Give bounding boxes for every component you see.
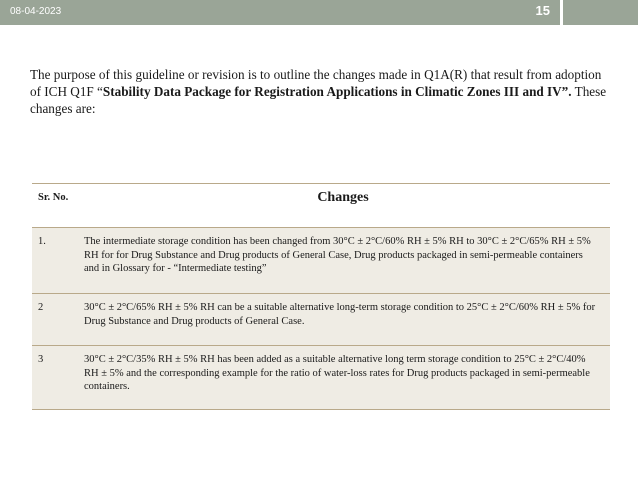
intro-text-start: The purpose of this guideline or revision is to outline the changes made in Q1A(R) that result from adoption of ICH Q1F “ xyxy=(30,67,602,99)
slide-date: 08-04-2023 xyxy=(10,6,62,17)
header-sr-no: Sr. No. xyxy=(38,192,69,203)
page-number: 15 xyxy=(535,3,550,18)
row-sr: 1. xyxy=(38,236,46,247)
header-bar xyxy=(0,0,638,25)
table-header-row xyxy=(32,184,610,228)
row-change-text: 30°C ± 2°C/65% RH ± 5% RH can be a suitable alternative long-term storage condition to 25°C ± 2°C/60% RH ± 5% for Drug Substance and Drug products of General Case. xyxy=(84,302,596,327)
row-sr: 2 xyxy=(38,302,44,313)
row-sr: 3 xyxy=(38,354,44,365)
table-row xyxy=(32,228,610,294)
header-divider xyxy=(560,0,563,25)
table-row xyxy=(32,294,610,346)
row-change-text: 30°C ± 2°C/35% RH ± 5% RH has been added as a suitable alternative long term storage condition to 25°C ± 2°C/40% RH ± 5% and the corresponding example for the ratio of water-loss rates for Drug products packaged in semi-permeable containers. xyxy=(84,354,590,392)
table-row xyxy=(32,346,610,410)
row-change-text: The intermediate storage condition has been changed from 30°C ± 2°C/60% RH ± 5% RH to 30°C ± 2°C/65% RH ± 5% RH for for Drug Substance and Drug products of General Case, Drug products packaged in semi-permeable containers and in Glossary for - “Intermediate testing” xyxy=(84,236,591,274)
changes-table xyxy=(32,183,610,410)
header-changes: Changes xyxy=(317,190,369,205)
intro-paragraph xyxy=(30,66,615,117)
intro-text-end: These changes are: xyxy=(30,84,607,116)
intro-text-bold: Stability Data Package for Registration Applications in Climatic Zones III and IV”. xyxy=(102,84,572,99)
